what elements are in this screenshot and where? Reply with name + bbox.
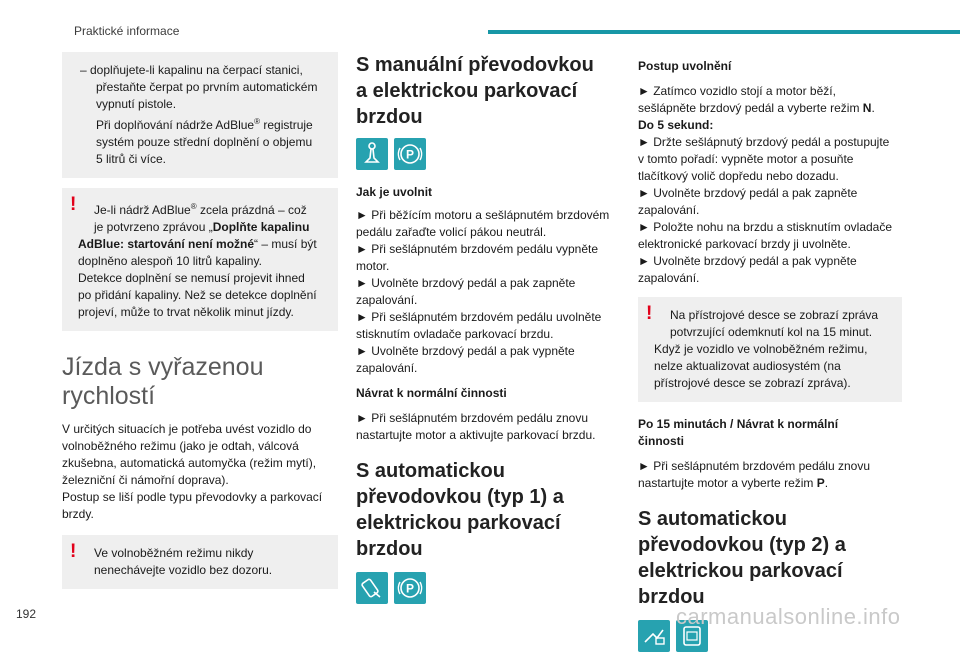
text-line: 5 litrů či více. bbox=[96, 152, 167, 166]
steps-return-normal: ► Při sešlápnutém brzdovém pedálu znovu nastartujte motor a aktivujte parkovací brzdu. bbox=[356, 411, 596, 442]
text-line: AdBlue: startování není možné“ – musí být bbox=[78, 237, 317, 251]
info-box-refill bbox=[62, 52, 338, 178]
subheading-release-procedure: Postup uvolnění bbox=[638, 59, 732, 73]
text-line: doplněno alespoň 10 litrů kapaliny. bbox=[78, 254, 262, 268]
subheading-after-15-min: Po 15 minutách / Návrat k normální činnosti bbox=[638, 417, 839, 448]
paragraph-neutral-intro: V určitých situacích je potřeba uvést vozidlo do volnoběžného režimu (jako je odtah, válcová zkušebna, automatická automyčka (režim mytí), železniční či námořní doprava). Postup se liší podle typu převodovky a parkovací brzdy. bbox=[62, 422, 323, 521]
text-line: nenechávejte vozidlo bez dozoru. bbox=[94, 563, 273, 577]
column-3 bbox=[638, 52, 902, 652]
text-line: po přidání kapaliny. Než se detekce doplnění bbox=[78, 288, 317, 302]
icon-row bbox=[356, 572, 620, 604]
warning-exclamation-icon: ! bbox=[70, 541, 77, 562]
text-line: Je-li nádrž AdBlue® zcela prázdná – což bbox=[94, 202, 307, 217]
section-heading-neutral: Jízda s vyřazenou rychlostí bbox=[62, 353, 264, 410]
warning-box-unattended bbox=[62, 535, 338, 589]
steps-release-procedure: ► Zatímco vozidlo stojí a motor běží, sešlápněte brzdový pedál a vyberte režim N. Do 5 sekund: ► Držte sešlápnutý brzdový pedál a postupujte v tomto pořadí: vypněte motor a posuňte tlačítkový volič dopředu nebo dozadu. ► Uvolněte brzdový pedál a pak zapněte zapalování. ► Položte nohu na brzdu a stisknutím ovladače elektronické parkovací brzdy ji uvolněte. ► Uvolněte brzdový pedál a pak vypněte zapalování. bbox=[638, 84, 893, 285]
text-line: je potvrzeno zprávou „Doplňte kapalinu bbox=[94, 220, 310, 234]
subheading-return-normal: Návrat k normální činnosti bbox=[356, 386, 507, 400]
page-number: 192 bbox=[16, 607, 37, 621]
section-heading-auto-type2: S automatickou převodovkou (typ 2) a elektrickou parkovací brzdou bbox=[638, 508, 846, 608]
section-header: Praktické informace bbox=[74, 24, 180, 38]
text-line: Při doplňování nádrže AdBlue® registruje bbox=[96, 117, 313, 132]
header-accent-bar bbox=[488, 30, 960, 34]
parking-brake-icon bbox=[394, 138, 426, 170]
section-heading-auto-type1: S automatickou převodovkou (typ 1) a elektrickou parkovací brzdou bbox=[356, 460, 564, 560]
column-2 bbox=[356, 52, 620, 604]
column-1 bbox=[62, 52, 338, 589]
section-heading-manual-gearbox: S manuální převodovkou a elektrickou parkovací brzdou bbox=[356, 54, 594, 128]
text-line: – doplňujete-li kapalinu na čerpací stanici, bbox=[80, 63, 303, 77]
svg-text:P: P bbox=[405, 147, 415, 162]
warning-box-wheels-unlocked: ! Na přístrojové desce se zobrazí zpráva potvrzující odemknutí kol na 15 minut. Když je vozidlo ve volnoběžném režimu, nelze aktualizovat audiosystém (na přístrojové desce se zobrazí zpráva). bbox=[638, 297, 902, 402]
watermark: carmanualsonline.info bbox=[676, 604, 901, 629]
text-line: vypnutí pistole. bbox=[96, 97, 177, 111]
gearshift-icon bbox=[356, 138, 388, 170]
svg-text:P: P bbox=[405, 581, 415, 596]
warning-exclamation-icon: ! bbox=[70, 194, 77, 215]
text-line: projeví, může to trvat několik minut jízdy. bbox=[78, 305, 294, 319]
steps-release: ► Při běžícím motoru a sešlápnutém brzdovém pedálu zařaďte volicí pákou neutrál. ► Při sešlápnutém brzdovém pedálu vypněte motor. ► Uvolněte brzdový pedál a pak zapněte zapalování. ► Při sešlápnutém brzdovém pedálu uvolněte stisknutím ovladače parkovací brzdu. ► Uvolněte brzdový pedál a pak vypněte zapalování. bbox=[356, 208, 610, 375]
text-line: Ve volnoběžném režimu nikdy bbox=[94, 546, 254, 560]
hand-switch-icon bbox=[638, 620, 670, 652]
icon-row bbox=[356, 138, 620, 170]
text-line: přestaňte čerpat po prvním automatickém bbox=[96, 80, 318, 94]
parking-brake-icon bbox=[394, 572, 426, 604]
warning-exclamation-icon: ! bbox=[646, 303, 653, 324]
text-line: Detekce doplnění se nemusí projevit ihned bbox=[78, 271, 305, 285]
shift-lever-icon bbox=[356, 572, 388, 604]
warning-box-adblue-empty bbox=[62, 188, 338, 331]
text-line: systém pouze střední doplnění o objemu bbox=[96, 135, 313, 149]
steps-after-15-min: ► Při sešlápnutém brzdovém pedálu znovu nastartujte motor a vyberte režim P. bbox=[638, 459, 870, 490]
subheading-release: Jak je uvolnit bbox=[356, 185, 433, 199]
